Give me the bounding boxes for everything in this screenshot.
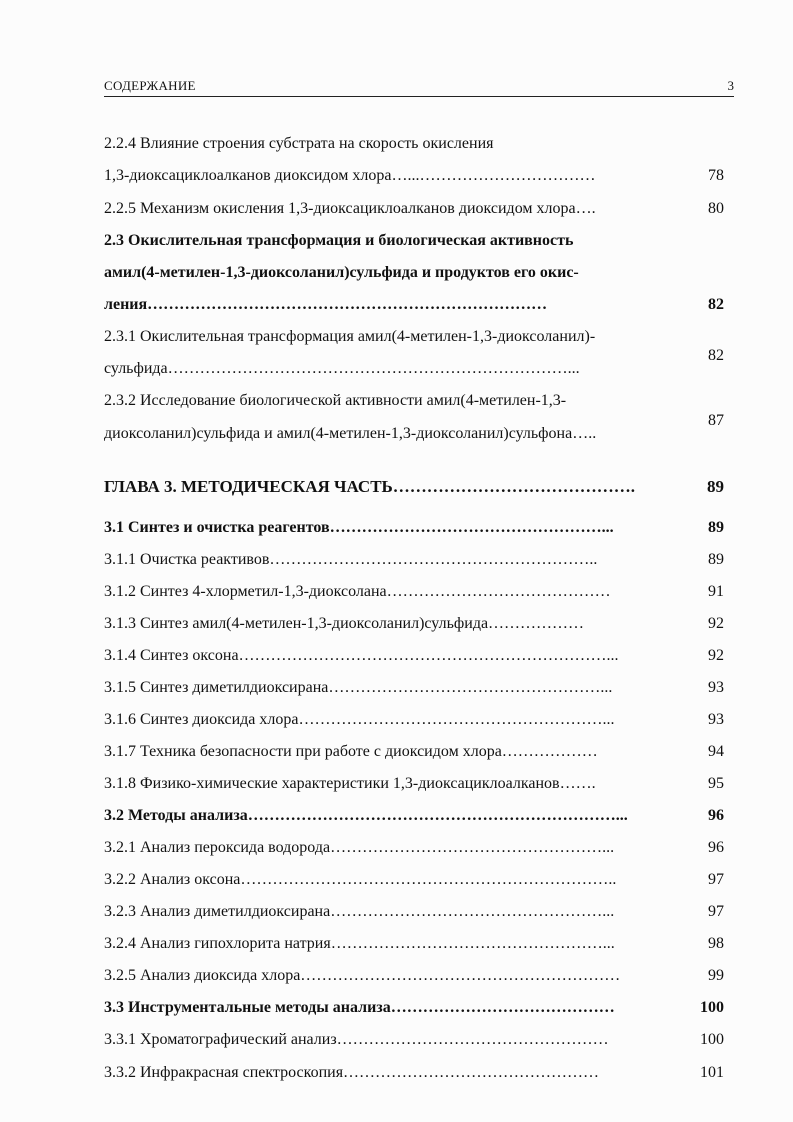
toc-page-2-2-5: 80: [708, 200, 724, 217]
toc-page-3-1-4: 92: [708, 647, 724, 664]
toc-page-3-2-3: 97: [708, 903, 724, 920]
toc-page-3-2-2: 97: [708, 871, 724, 888]
toc-entry-2-3-2-line-1: 2.3.2 Исследование биологической активности амил(4-метилен-1,3-: [104, 392, 567, 409]
toc-page-3-1: 89: [708, 519, 724, 536]
toc-entry-3-1-5: 3.1.5 Синтез диметилдиоксирана……………………………………………...: [104, 679, 613, 696]
toc-entry-3-1-8: 3.1.8 Физико-химические характеристики 1,3-диоксациклоалканов…….: [104, 775, 596, 792]
toc-page-2-2-4: 78: [708, 167, 724, 184]
toc-entry-chapter-3: ГЛАВА 3. МЕТОДИЧЕСКАЯ ЧАСТЬ…………………………………….: [104, 477, 636, 496]
toc-entry-2-3-line-3: ления…………………………………………………………………: [104, 296, 548, 313]
toc-page-3-1-6: 93: [708, 711, 724, 728]
toc-page-3-1-8: 95: [708, 775, 724, 792]
toc-page-3-3-2: 101: [700, 1064, 724, 1081]
toc-entry-3-1-3: 3.1.3 Синтез амил(4-метилен-1,3-диоксоланил)сульфида………………: [104, 615, 585, 632]
toc-page-3-2-4: 98: [708, 935, 724, 952]
header-title: СОДЕРЖАНИЕ: [104, 78, 196, 93]
toc-page-3-2-5: 99: [708, 967, 724, 984]
toc-entry-3-3: 3.3 Инструментальные методы анализа……………………………………: [104, 999, 615, 1016]
running-header: [104, 76, 734, 96]
toc-page-2-3-1: 82: [708, 347, 724, 364]
toc-page-3-1-2: 91: [708, 583, 724, 600]
toc-page-3-1-7: 94: [708, 743, 724, 760]
toc-page-chapter-3: 89: [707, 477, 724, 496]
toc-entry-2-3-1-line-2: сульфида…………………………………………………………………...: [104, 360, 580, 377]
toc-page-3-1-5: 93: [708, 679, 724, 696]
toc-entry-3-2-4: 3.2.4 Анализ гипохлорита натрия……………………………………………...: [104, 935, 615, 952]
toc-entry-3-3-2: 3.3.2 Инфракрасная спектроскопия…………………………………………: [104, 1064, 600, 1081]
toc-entry-2-3-2-line-2: диоксоланил)сульфида и амил(4-метилен-1,3-диоксоланил)сульфона…..: [104, 425, 597, 442]
toc-entry-3-2-5: 3.2.5 Анализ диоксида хлора……………………………………………………: [104, 967, 621, 984]
toc-page-3-3-1: 100: [700, 1031, 724, 1048]
toc-page-3-3: 100: [700, 999, 724, 1016]
toc-page-3-2: 96: [708, 807, 724, 824]
toc-entry-2-3-line-2: амил(4-метилен-1,3-диоксоланил)сульфида и продуктов его окис-: [104, 264, 579, 281]
toc-entry-3-1-4: 3.1.4 Синтез оксона……………………………………………………………...: [104, 647, 619, 664]
toc-entry-2-3-line-1: 2.3 Окислительная трансформация и биологическая активность: [104, 232, 574, 249]
toc-entry-3-1: 3.1 Синтез и очистка реагентов……………………………………………...: [104, 519, 614, 536]
toc-entry-2-2-4-line-2: 1,3-диоксациклоалканов диоксидом хлора…...……………………………: [104, 167, 596, 184]
toc-page-3-1-3: 92: [708, 615, 724, 632]
toc-entry-3-2-3: 3.2.3 Анализ диметилдиоксирана……………………………………………...: [104, 903, 615, 920]
toc-page-2-3-2: 87: [708, 412, 724, 429]
toc-page-2-3: 82: [708, 296, 724, 313]
toc-entry-3-2: 3.2 Методы анализа……………………………………………………………...: [104, 807, 628, 824]
toc-page-3-1-1: 89: [708, 551, 724, 568]
toc-entry-3-2-1: 3.2.1 Анализ пероксида водорода……………………………………………...: [104, 839, 615, 856]
toc-entry-3-1-7: 3.1.7 Техника безопасности при работе с диоксидом хлора………………: [104, 743, 598, 760]
toc-entry-3-1-2: 3.1.2 Синтез 4-хлорметил-1,3-диоксолана……………………………………: [104, 583, 611, 600]
toc-entry-2-3-1-line-1: 2.3.1 Окислительная трансформация амил(4-метилен-1,3-диоксоланил)-: [104, 328, 596, 345]
toc-entry-3-3-1: 3.3.1 Хроматографический анализ……………………………………………: [104, 1031, 609, 1048]
toc-entry-3-1-1: 3.1.1 Очистка реактивов……………………………………………………..: [104, 551, 598, 568]
toc-entry-3-1-6: 3.1.6 Синтез диоксида хлора…………………………………………………...: [104, 711, 615, 728]
header-page-number: 3: [727, 78, 734, 93]
toc-entry-2-2-5: 2.2.5 Механизм окисления 1,3-диоксациклоалканов диоксидом хлора….: [104, 200, 596, 217]
header-rule: [104, 96, 734, 97]
toc-entry-3-2-2: 3.2.2 Анализ оксона……………………………………………………………..: [104, 871, 617, 888]
toc-entry-2-2-4-line-1: 2.2.4 Влияние строения субстрата на скорость окисления: [104, 135, 494, 152]
toc-page-3-2-1: 96: [708, 839, 724, 856]
